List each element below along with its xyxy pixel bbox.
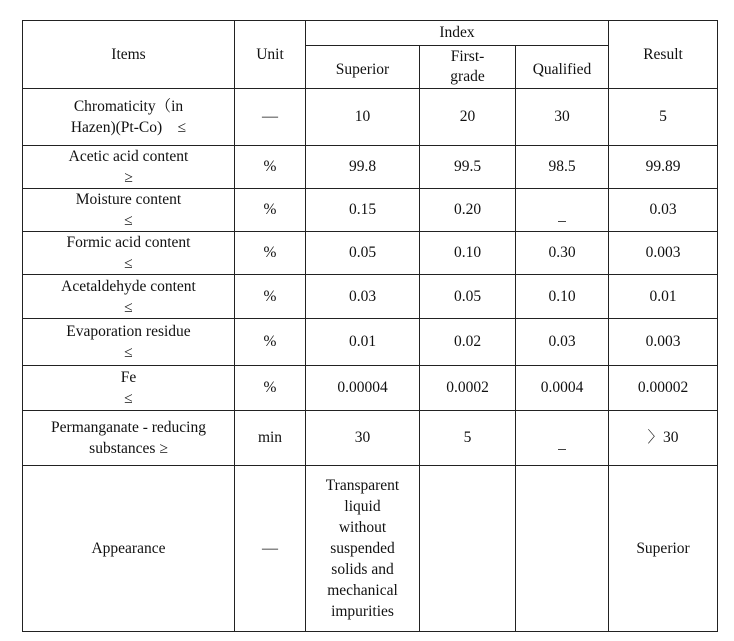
row-unit: % [235,189,306,232]
row-first-grade: 5 [420,411,516,466]
row-result: 0.003 [609,232,718,275]
row-item-line2: Hazen)(Pt-Co) ≤ [70,119,187,136]
row-unit: % [235,319,306,366]
specification-table [22,20,718,632]
header-result: Result [609,21,718,89]
row-qualified: 0.03 [516,319,609,366]
row-item-line2: ≤ [124,390,133,407]
row-superior: 0.05 [306,232,420,275]
row-item-line2: ≥ [124,169,133,186]
row-first-grade: 20 [420,89,516,146]
row-result: 0.003 [609,319,718,366]
row-result: 0.01 [609,275,718,319]
appearance-qualified [516,466,609,632]
table-row [23,189,718,232]
row-unit: % [235,146,306,189]
row-result: 0.00002 [609,366,718,411]
row-item-line2: ≤ [124,298,133,316]
row-first-grade: 0.10 [420,232,516,275]
row-item [23,232,235,275]
row-result: 〉30 [609,411,718,466]
appearance-result: Superior [609,466,718,632]
row-item-line1: Fe [120,369,137,386]
row-result: 0.03 [609,189,718,232]
row-first-grade: 0.20 [420,189,516,232]
header-first-grade-line2: grade [450,68,485,85]
row-result: 99.89 [609,146,718,189]
row-item [23,411,235,466]
row-qualified: 0.0004 [516,366,609,411]
row-superior: 0.15 [306,189,420,232]
row-unit: — [235,89,306,146]
row-first-grade: 0.02 [420,319,516,366]
row-item-line1: Acetaldehyde content [61,277,196,295]
header-superior-label: Superior [335,61,390,78]
appearance-superior [306,466,420,632]
appearance-superior-line: impurities [331,603,394,620]
row-first-grade: 0.0002 [420,366,516,411]
header-unit: Unit [235,21,306,89]
header-superior [306,46,420,89]
row-item-line2: ≤ [124,212,133,229]
header-qualified-label: Qualified [532,61,592,78]
row-superior: 0.03 [306,275,420,319]
row-qualified [516,411,609,466]
row-unit: % [235,275,306,319]
row-item [23,146,235,189]
row-qualified [516,189,609,232]
row-qualified: 0.30 [516,232,609,275]
row-qualified-value: _ [558,207,566,224]
row-item [23,189,235,232]
row-unit: % [235,366,306,411]
table-row [23,275,718,319]
row-item-line1: Permanganate - reducing [51,419,206,436]
row-superior: 0.00004 [306,366,420,411]
row-qualified: 0.10 [516,275,609,319]
row-item [23,89,235,146]
row-item-line1: Formic acid content [66,234,191,251]
row-qualified: 30 [516,89,609,146]
appearance-superior-line: liquid [344,498,381,515]
table-row [23,232,718,275]
row-item-line1: Moisture content [75,191,182,208]
row-item [23,366,235,411]
header-first-grade [420,46,516,89]
header-first-grade-line1: First- [450,48,485,65]
appearance-item: Appearance [23,466,235,632]
row-item-line1: Acetic acid content [68,148,189,165]
row-item-line2: ≤ [124,255,133,272]
table-row [23,319,718,366]
appearance-superior-line: Transparent [325,477,400,494]
row-superior: 10 [306,89,420,146]
row-qualified: 98.5 [516,146,609,189]
table-row [23,366,718,411]
row-superior: 99.8 [306,146,420,189]
table-row [23,411,718,466]
row-first-grade: 0.05 [420,275,516,319]
row-result: 5 [609,89,718,146]
row-item [23,319,235,366]
row-superior: 0.01 [306,319,420,366]
row-item-line2: ≤ [124,344,133,361]
table-row [23,89,718,146]
row-item-line1: Chromaticity（in [73,98,184,115]
header-qualified [516,46,609,89]
table-row-appearance [23,466,718,632]
row-unit: min [235,411,306,466]
appearance-superior-line: suspended [330,540,395,557]
header-items: Items [23,21,235,89]
appearance-superior-line: without [338,519,387,536]
appearance-first-grade [420,466,516,632]
row-first-grade: 99.5 [420,146,516,189]
appearance-superior-line: solids and [331,561,394,578]
row-superior: 30 [306,411,420,466]
row-item-line2: substances ≥ [89,440,168,457]
header-index: Index [306,21,609,46]
row-item-line1: Evaporation residue [66,323,191,340]
appearance-superior-line: mechanical [327,582,398,599]
appearance-unit: — [235,466,306,632]
row-qualified-value: _ [558,435,566,452]
row-item [23,275,235,319]
row-unit: % [235,232,306,275]
table-row [23,146,718,189]
